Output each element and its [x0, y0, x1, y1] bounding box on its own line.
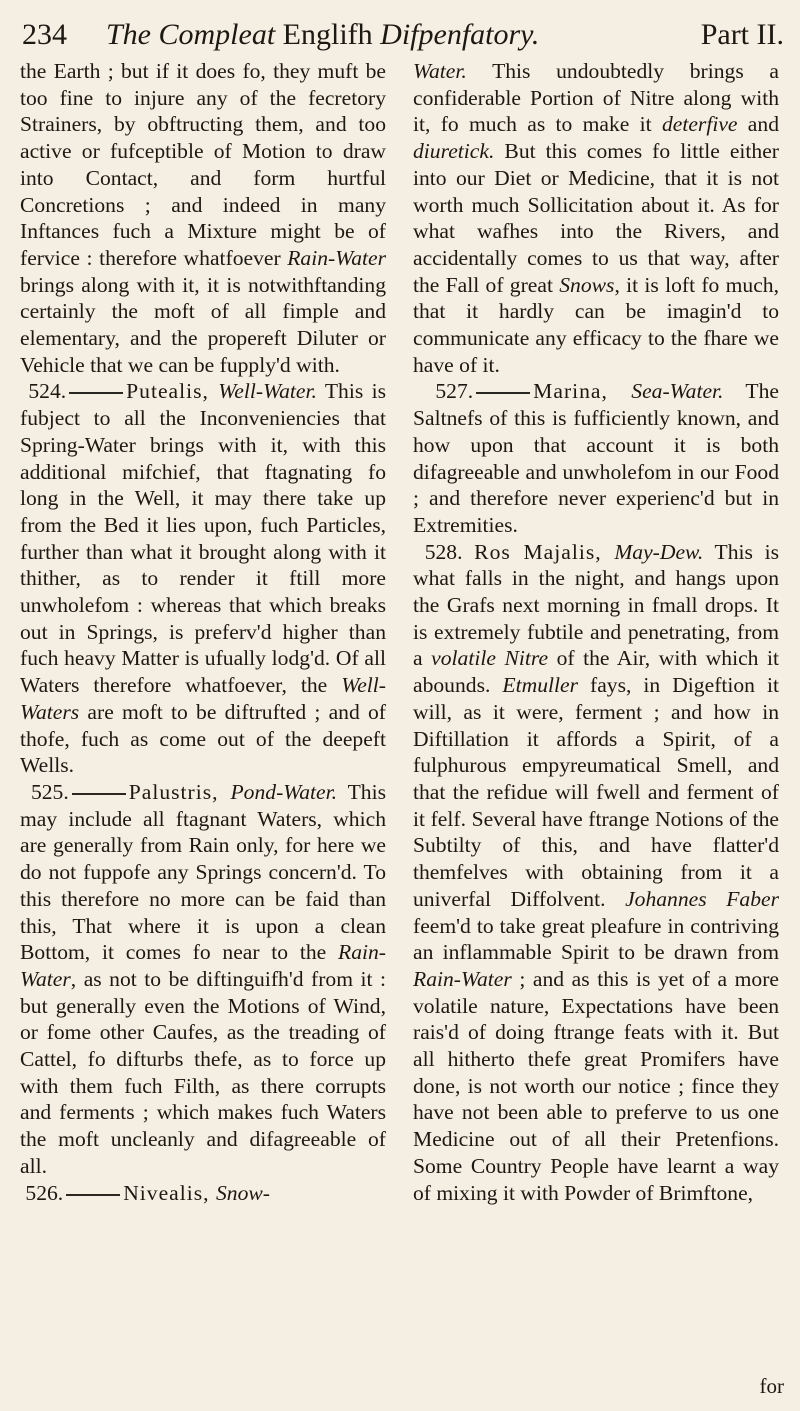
entry-526-continued: Water. This undoubtedly brings a confiderable Portion of Nitre along with it, fo much as to make it deterfive and diuretick. But this comes fo little either into our Diet or Medicine, that it is not worth much Sollicitation about it. As for what wafhes into the Rivers, and accidentally comes to us that way, after the Fall of great Snows, it is loft fo much, that it hardly can be imagin'd to communicate any efficacy to the fhare we have of it.	[413, 59, 780, 377]
entry-528: 528. Ros Majalis, May-Dew. This is what falls in the night, and hangs upon the Grafs next morning in fmall drops. It is extremely fubtile and penetrating, from a volatile Nitre of the Air, with which it abounds. Etmuller fays, in Digeftion it will, as it were, ferment ; and how in Diftillation it affords a Spirit, of a fulphurous empyreumatical Smell, and that the refidue will fwell and ferment of it felf. Several have ftrange Notions of the Subtilty of this, and have flatter'd themfelves with obtaining from it a univerfal Diffolvent. Johannes Faber feem'd to take great pleafure in contriving an inflammable Spirit to be drawn from Rain-Water ; and as this is yet of a more volatile nature, Expectations have been rais'd of doing ftrange feats with it. But all hitherto thefe great Promifers have done, is not worth our notice ; fince they have not been able to preferve to us one Medicine out of all their Pretenfions. Some Country People have learnt a way of mixing it with Powder of Brimftone,	[413, 539, 780, 1205]
entry-525: 525. Palustris, Pond-Water. This may include all ftagnant Waters, which are generally from Rain only, for here we do not fuppofe any Springs concern'd. To this therefore no more can be faid than this, That where it is upon a clean Bottom, it comes fo near to the Rain-Water, as not to be diftinguifh'd from it : but generally even the Motions of Wind, or fome other Caufes, as the treading of Cattel, fo difturbs thefe, as to force up with them fuch Filth, as there corrupts and ferments ; which makes fuch Waters the moft uncleanly and difagreeable of all.	[20, 779, 387, 1178]
running-header	[22, 14, 784, 56]
left-column	[20, 58, 386, 1398]
dash-rule	[66, 1194, 120, 1196]
dash-rule	[69, 392, 123, 394]
entry-527: 527. Marina, Sea-Water. The Saltnefs of this is fufficiently known, and how upon that account it is both difagreeable and unwholefom in our Food ; and therefore never experienc'd but in Extremities.	[413, 379, 779, 537]
running-title: The Compleat Englifh Difpenfatory.	[106, 18, 540, 51]
entry-524: 524. Putealis, Well-Water. This is fubject to all the Inconveniencies that Spring-Water brings with it, with this additional mifchief, that ftagnating fo long in the Well, it may there take up from the Bed it lies upon, fuch Particles, further than what it brought along with it thither, as to render it ftill more unwholefom : whereas that which breaks out in Springs, is preferv'd higher than fuch heavy Matter is ufually lodg'd. Of all Waters therefore whatfoever, the Well-Waters are moft to be diftrufted ; and of thofe, fuch as come out of the deepeft Wells.	[20, 379, 386, 778]
part-label: Part II.	[700, 18, 784, 51]
right-column	[413, 58, 779, 1398]
dash-rule	[476, 392, 530, 394]
dash-rule	[72, 793, 126, 795]
page-number: 234	[22, 18, 67, 51]
catchword: for	[759, 1374, 784, 1398]
paragraph-rain-water-end: the Earth ; but if it does fo, they muft be too fine to injure any of the fecretory Strainers, by obftructing them, and too active or fufceptible of Motion to draw into Contact, and form hurtful Concretions ; and indeed in many Inftances fuch a Mixture might be of fervice : therefore whatfoever Rain-Water brings along with it, it is notwithftanding certainly the moft of all fimple and elementary, and the propereft Diluter or Vehicle that we can be fupply'd with.	[20, 59, 386, 377]
entry-526: 526. Nivealis, Snow-	[25, 1180, 270, 1205]
